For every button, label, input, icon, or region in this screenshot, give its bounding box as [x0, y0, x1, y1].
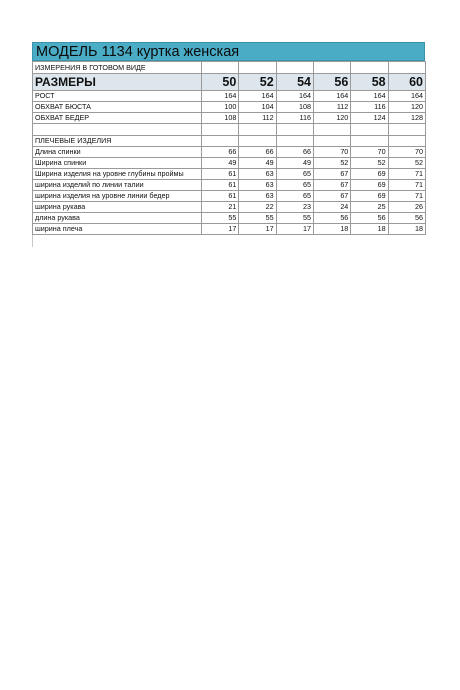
size-header: 56 [313, 74, 350, 91]
value-cell: 67 [313, 191, 350, 202]
size-header: 58 [351, 74, 388, 91]
value-cell: 26 [388, 202, 425, 213]
size-chart-sheet [32, 42, 425, 235]
value-cell: 69 [351, 169, 388, 180]
value-cell: 66 [276, 147, 313, 158]
value-cell: 56 [388, 213, 425, 224]
value-cell: 24 [313, 202, 350, 213]
value-cell: 56 [313, 213, 350, 224]
sizes-header-row [33, 74, 426, 91]
row-label: Длина спинки [33, 147, 202, 158]
value-cell: 63 [239, 191, 276, 202]
value-cell: 128 [388, 113, 425, 124]
value-cell: 55 [239, 213, 276, 224]
value-cell [351, 136, 388, 147]
subtitle-cell: ИЗМЕРЕНИЯ В ГОТОВОМ ВИДЕ [33, 62, 202, 74]
value-cell: 65 [276, 180, 313, 191]
value-cell: 120 [388, 102, 425, 113]
value-cell: 18 [388, 224, 425, 235]
garment-measure-row [33, 224, 426, 235]
row-label: ширина рукава [33, 202, 202, 213]
value-cell: 55 [276, 213, 313, 224]
value-cell: 49 [276, 158, 313, 169]
value-cell [313, 136, 350, 147]
value-cell: 69 [351, 191, 388, 202]
value-cell: 65 [276, 169, 313, 180]
value-cell: 23 [276, 202, 313, 213]
value-cell: 55 [202, 213, 239, 224]
empty-cell [276, 62, 313, 74]
value-cell [239, 136, 276, 147]
value-cell: 116 [276, 113, 313, 124]
value-cell: 112 [313, 102, 350, 113]
value-cell: 164 [313, 91, 350, 102]
empty-cell [351, 62, 388, 74]
value-cell: 104 [239, 102, 276, 113]
row-label: ОБХВАТ БЕДЕР [33, 113, 202, 124]
row-label: ширина изделий по линии талии [33, 180, 202, 191]
section-row [33, 136, 426, 147]
subtitle-row [33, 62, 426, 74]
value-cell: 17 [239, 224, 276, 235]
body-measure-row [33, 102, 426, 113]
spacer-row [33, 124, 426, 136]
value-cell [202, 136, 239, 147]
size-table-body [33, 62, 426, 235]
value-cell: 100 [202, 102, 239, 113]
empty-cell [313, 62, 350, 74]
value-cell: 17 [276, 224, 313, 235]
value-cell: 49 [202, 158, 239, 169]
value-cell [239, 124, 276, 136]
value-cell: 164 [276, 91, 313, 102]
row-label: длина рукава [33, 213, 202, 224]
value-cell: 22 [239, 202, 276, 213]
size-header: 52 [239, 74, 276, 91]
value-cell: 164 [239, 91, 276, 102]
row-label [33, 124, 202, 136]
value-cell [313, 124, 350, 136]
row-label: ОБХВАТ БЮСТА [33, 102, 202, 113]
value-cell: 49 [239, 158, 276, 169]
value-cell: 66 [202, 147, 239, 158]
row-label: РОСТ [33, 91, 202, 102]
value-cell: 52 [313, 158, 350, 169]
value-cell: 120 [313, 113, 350, 124]
value-cell [276, 124, 313, 136]
value-cell: 70 [351, 147, 388, 158]
value-cell: 164 [351, 91, 388, 102]
value-cell: 52 [351, 158, 388, 169]
value-cell: 61 [202, 169, 239, 180]
value-cell: 56 [351, 213, 388, 224]
garment-measure-row [33, 147, 426, 158]
value-cell [276, 136, 313, 147]
value-cell [351, 124, 388, 136]
value-cell: 18 [351, 224, 388, 235]
value-cell: 21 [202, 202, 239, 213]
value-cell: 71 [388, 191, 425, 202]
section-label: ПЛЕЧЕВЫЕ ИЗДЕЛИЯ [33, 136, 202, 147]
garment-measure-row [33, 191, 426, 202]
size-header: 54 [276, 74, 313, 91]
size-header: 50 [202, 74, 239, 91]
row-label: ширина плеча [33, 224, 202, 235]
empty-cell [202, 62, 239, 74]
garment-measure-row [33, 202, 426, 213]
empty-cell [388, 62, 425, 74]
value-cell: 61 [202, 191, 239, 202]
body-measure-row [33, 113, 426, 124]
value-cell: 69 [351, 180, 388, 191]
row-label: Ширина изделия на уровне глубины проймы [33, 169, 202, 180]
value-cell [388, 124, 425, 136]
value-cell: 61 [202, 180, 239, 191]
size-table [32, 61, 426, 235]
value-cell: 164 [202, 91, 239, 102]
value-cell: 108 [276, 102, 313, 113]
value-cell: 112 [239, 113, 276, 124]
garment-measure-row [33, 213, 426, 224]
value-cell: 18 [313, 224, 350, 235]
sizes-label: РАЗМЕРЫ [33, 74, 202, 91]
value-cell: 71 [388, 169, 425, 180]
value-cell: 70 [313, 147, 350, 158]
value-cell: 67 [313, 169, 350, 180]
garment-measure-row [33, 169, 426, 180]
value-cell: 66 [239, 147, 276, 158]
row-label: Ширина спинки [33, 158, 202, 169]
value-cell: 124 [351, 113, 388, 124]
value-cell: 65 [276, 191, 313, 202]
value-cell: 70 [388, 147, 425, 158]
value-cell [202, 124, 239, 136]
garment-measure-row [33, 180, 426, 191]
value-cell [388, 136, 425, 147]
row-label: ширина изделия на уровне линии бедер [33, 191, 202, 202]
size-header: 60 [388, 74, 425, 91]
value-cell: 116 [351, 102, 388, 113]
garment-measure-row [33, 158, 426, 169]
value-cell: 52 [388, 158, 425, 169]
value-cell: 108 [202, 113, 239, 124]
body-measure-row [33, 91, 426, 102]
value-cell: 63 [239, 169, 276, 180]
model-title: МОДЕЛЬ 1134 куртка женская [32, 42, 425, 61]
value-cell: 17 [202, 224, 239, 235]
value-cell: 164 [388, 91, 425, 102]
value-cell: 25 [351, 202, 388, 213]
empty-cell [239, 62, 276, 74]
value-cell: 71 [388, 180, 425, 191]
value-cell: 63 [239, 180, 276, 191]
value-cell: 67 [313, 180, 350, 191]
